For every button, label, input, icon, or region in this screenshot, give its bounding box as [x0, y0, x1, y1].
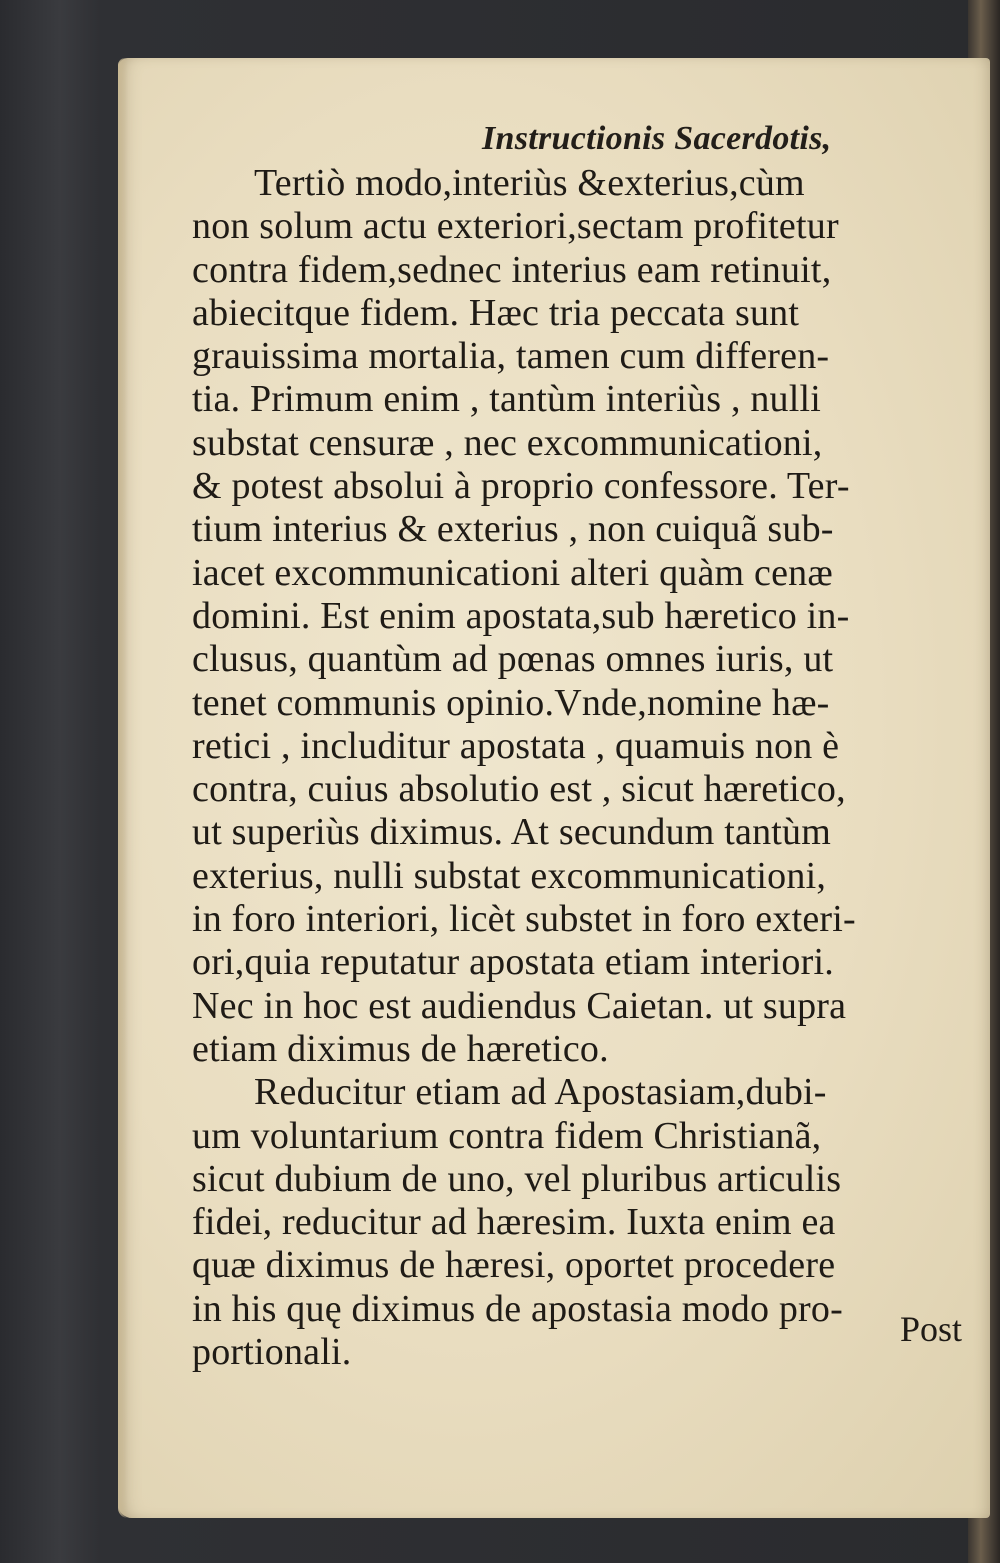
text-line-14: retici , includitur apostata , quamuis non è [192, 724, 840, 767]
text-line-12: clusus, quantùm ad pœnas omnes iuris, ut [192, 638, 834, 681]
text-line-10: iacet excommunicationi alteri quàm cenæ [192, 551, 833, 594]
text-line-28: portionali. [192, 1331, 352, 1374]
text-line-24: sicut dubium de uno, vel pluribus articulis [192, 1157, 842, 1200]
text-line-8: & potest absolui à proprio confessore. Ter- [192, 465, 850, 508]
text-line-1: Tertiò modo,interiùs &exterius,cùm [254, 162, 805, 204]
text-line-16: ut superiùs diximus. At secundum tantùm [192, 811, 831, 854]
text-line-18: in foro interiori, licèt substet in foro exteri- [192, 898, 856, 941]
catchword: Post [900, 1309, 963, 1349]
text-line-4: abiecitque fidem. Hæc tria peccata sunt [192, 291, 800, 334]
text-line-23: um voluntarium contra fidem Christianã, [192, 1114, 822, 1157]
text-line-13: tenet communis opinio.Vnde,nomine hæ- [192, 681, 830, 724]
text-line-2: non solum actu exteriori,sectam profitetur [192, 205, 839, 248]
text-line-9: tium interius & exterius , non cuiquã sub- [192, 508, 834, 551]
text-line-3: contra fidem,sednec interius eam retinuit, [192, 248, 832, 291]
text-line-17: exterius, nulli substat excommunicationi, [192, 854, 827, 897]
text-line-6: tia. Primum enim , tantùm interiùs , nulli [192, 378, 822, 421]
text-line-27: in his quę diximus de apostasia modo pro- [192, 1287, 843, 1330]
text-line-11: domini. Est enim apostata,sub hæretico in- [192, 594, 850, 637]
text-line-21: etiam diximus de hæretico. [192, 1027, 609, 1070]
text-line-22: Reducitur etiam ad Apostasiam,dubi- [254, 1071, 827, 1114]
text-line-15: contra, cuius absolutio est , sicut hæretico, [192, 768, 846, 811]
text-line-19: ori,quia reputatur apostata etiam interiori. [192, 941, 834, 984]
page-text-block [192, 116, 962, 1374]
running-head: Instructionis Sacerdotis, [482, 120, 832, 157]
text-line-25: fidei, reducitur ad hæresim. Iuxta enim ea [192, 1201, 836, 1244]
text-line-7: substat censuræ , nec excommunicationi, [192, 421, 823, 464]
text-line-26: quæ diximus de hæresi, oportet procedere [192, 1244, 836, 1287]
text-line-20: Nec in hoc est audiendus Caietan. ut supra [192, 984, 847, 1027]
text-line-5: grauissima mortalia, tamen cum differen- [192, 335, 830, 378]
